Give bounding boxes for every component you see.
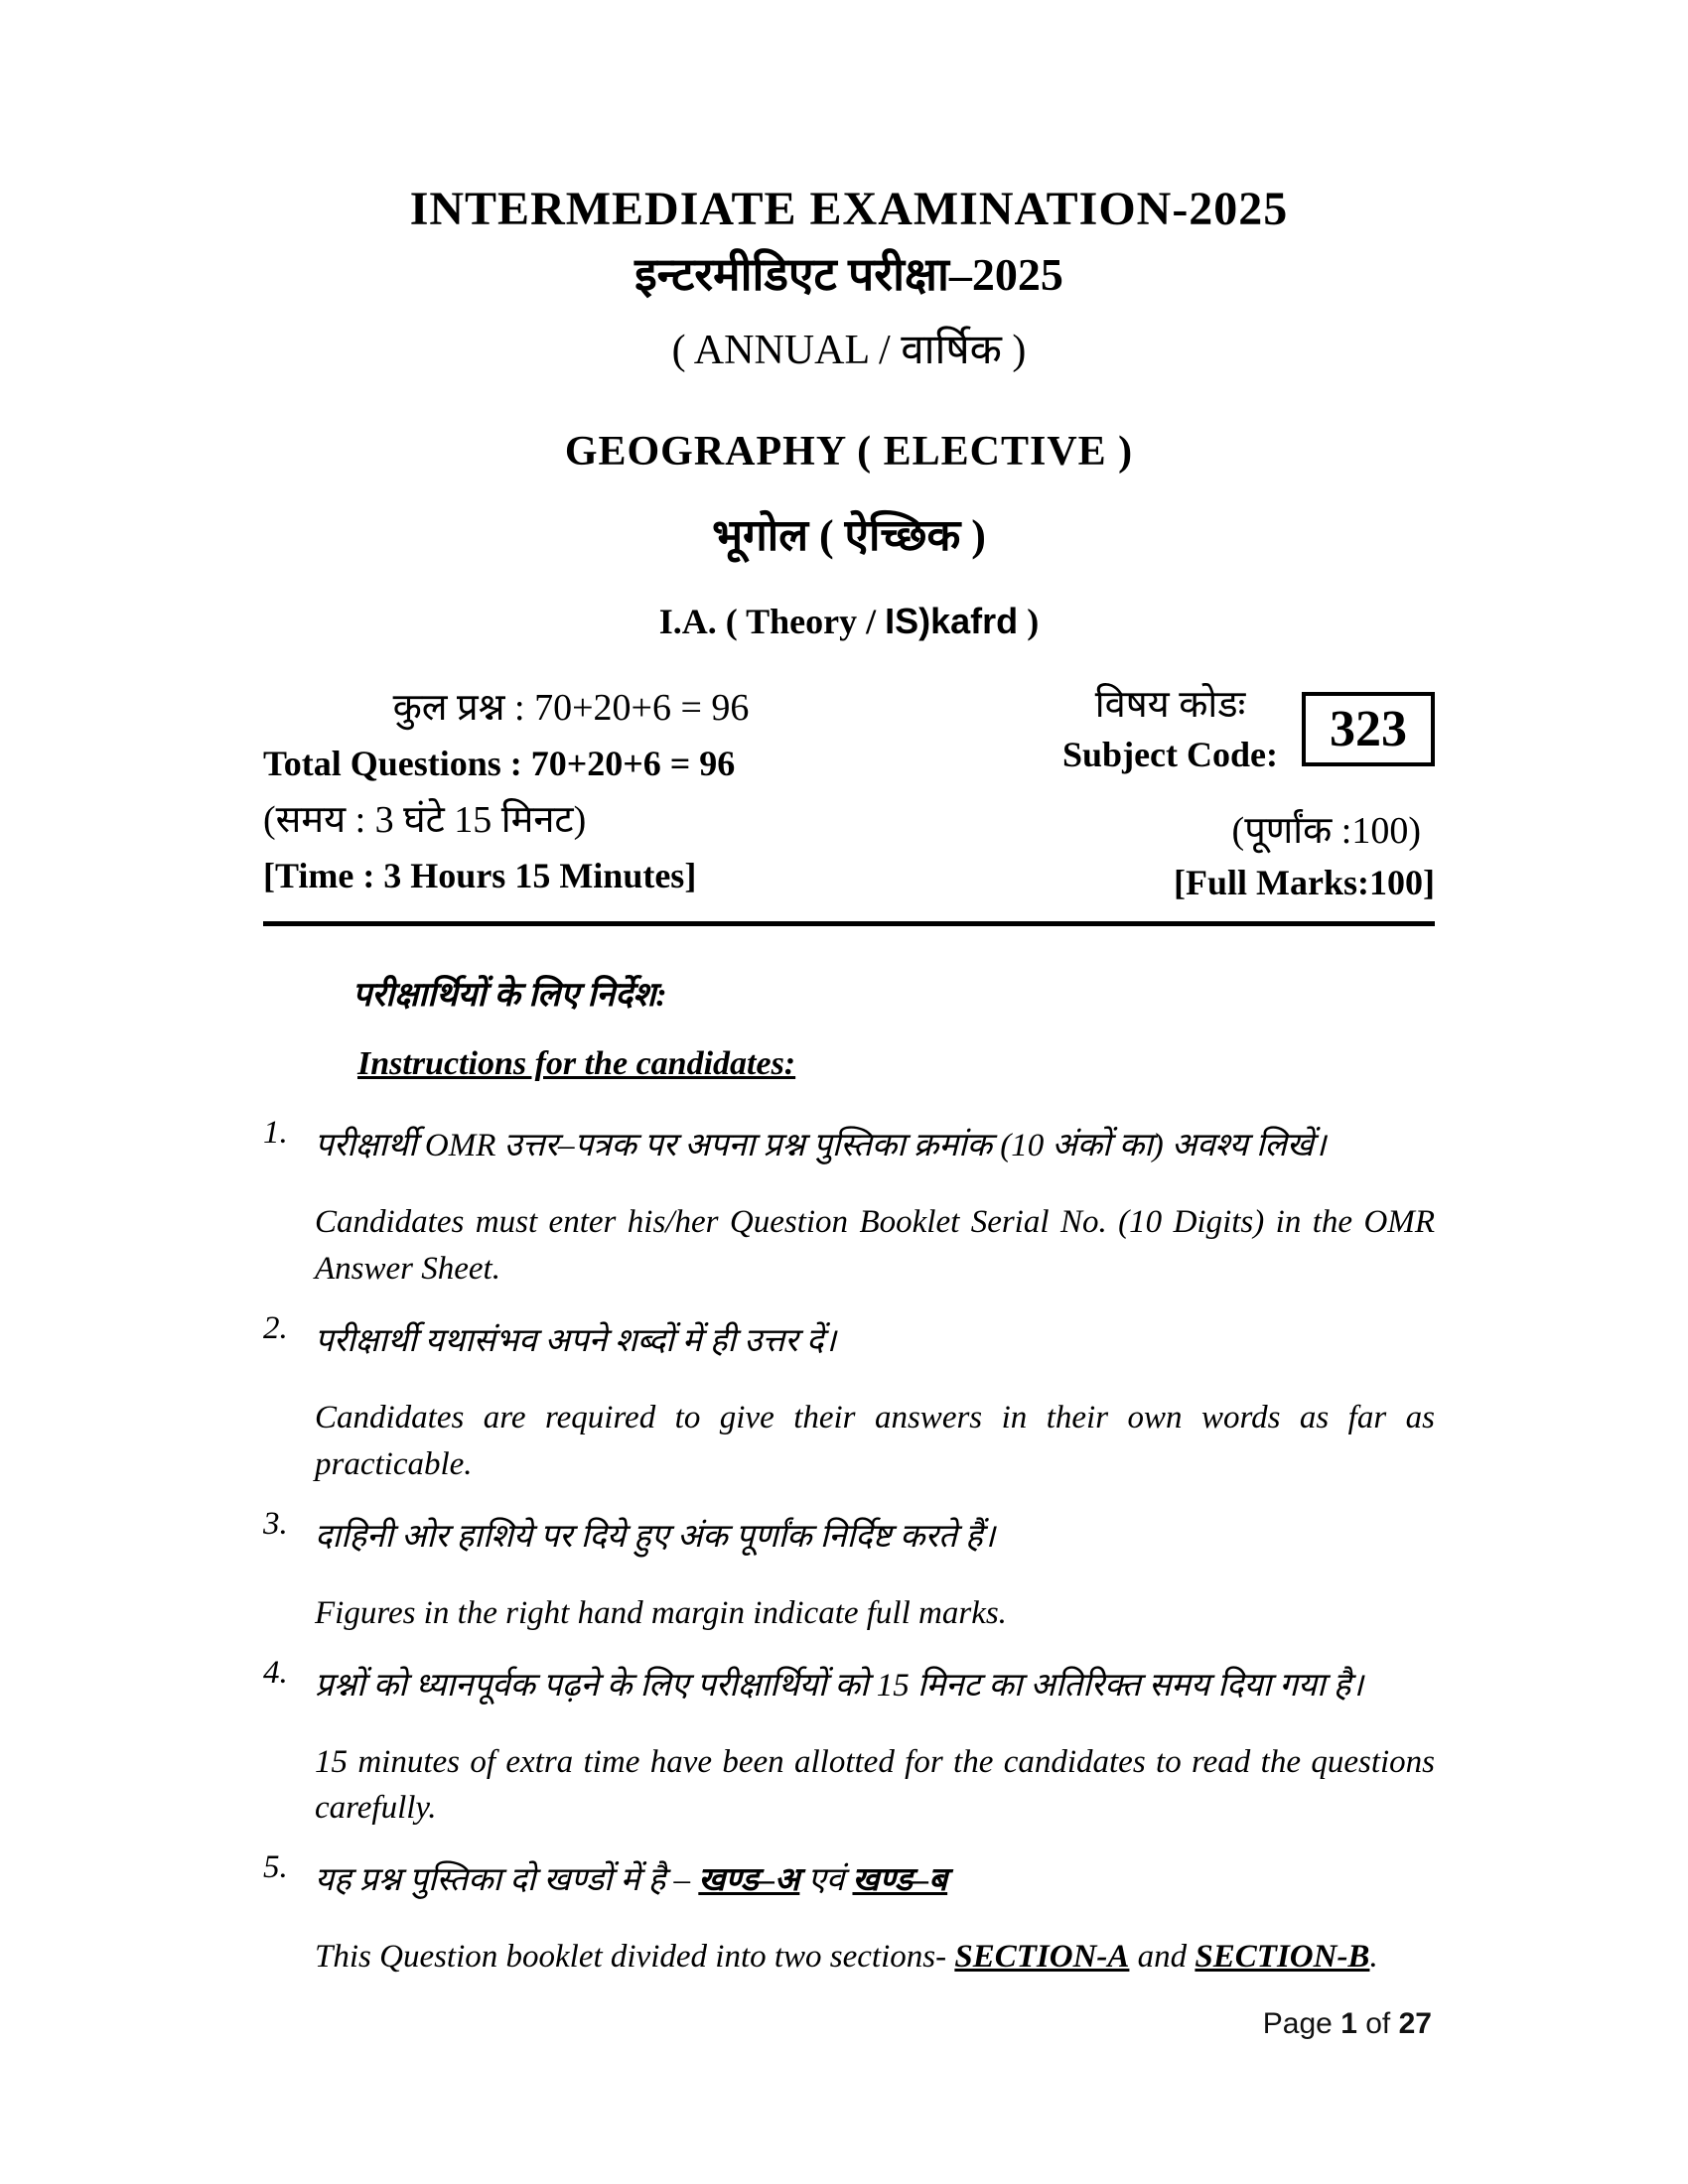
instruction-number: 1. (263, 1115, 288, 1152)
subject-code-label-english: Subject Code: (1062, 735, 1278, 775)
instruction-item-5 (263, 1845, 1435, 1980)
instruction-number: 3. (263, 1505, 288, 1542)
instructions-list (263, 1111, 1435, 1980)
section-note-hindi-mid: एवं (799, 1862, 853, 1899)
section-note-hindi-prefix: यह प्रश्न पुस्तिका दो खण्डों में है – (315, 1862, 699, 1899)
instruction-body (315, 1502, 1435, 1637)
section-note-english-suffix: . (1369, 1939, 1378, 1976)
section-note-english-prefix: This Question booklet divided into two sections- (315, 1939, 955, 1976)
instruction-text-hindi: दाहिनी ओर हाशिये पर दिये हुए अंक पूर्णांक निर्दिष्ट करते हैं। (315, 1518, 996, 1555)
section-a-hindi: खण्ड–अ (698, 1862, 800, 1899)
time-hindi: (समय : 3 घंटे 15 मिनट) (263, 798, 587, 841)
instruction-number: 5. (263, 1849, 288, 1886)
instruction-text-english: 15 minutes of extra time have been allotted for the candidates to read the questions carefully. (315, 1743, 1435, 1827)
section-b-hindi: खण्ड–ब (852, 1862, 948, 1899)
instructions-heading-hindi: परीक्षार्थियों के लिए निर्देश: (352, 977, 667, 1015)
total-questions-english: Total Questions : 70+20+6 = 96 (263, 744, 736, 783)
paper-type-line (263, 601, 1435, 642)
exam-title-english: INTERMEDIATE EXAMINATION-2025 (409, 183, 1289, 235)
header-divider (263, 921, 1435, 926)
instruction-number: 2. (263, 1310, 288, 1347)
page-footer (1263, 2007, 1432, 2041)
instruction-text-hindi (315, 1845, 1435, 1916)
annual-line: ( ANNUAL / वार्षिक ) (671, 328, 1027, 373)
instruction-body (315, 1111, 1435, 1293)
section-note-english-mid: and (1129, 1939, 1196, 1976)
total-questions-hindi: कुल प्रश्न : 70+20+6 = 96 (392, 687, 750, 729)
paper-type-part1: I.A. ( Theory / (658, 602, 886, 641)
instruction-text-hindi: परीक्षार्थी यथासंभव अपने शब्दों में ही उत्तर दें। (315, 1323, 836, 1360)
exam-title-hindi: इन्टरमीडिएट परीक्षा–2025 (634, 249, 1063, 300)
instruction-body (315, 1306, 1435, 1488)
instruction-number: 4. (263, 1654, 288, 1691)
paper-type-part2: IS)kafrd (885, 601, 1019, 641)
subject-code-box: 323 (1302, 692, 1435, 766)
code-marks-block (968, 680, 1435, 907)
questions-time-block (263, 680, 879, 904)
instruction-item-2 (263, 1306, 1435, 1488)
instruction-item-4 (263, 1651, 1435, 1833)
subject-code-label-hindi: विषय कोडः (1094, 684, 1246, 726)
full-marks-english: [Full Marks:100] (1174, 863, 1435, 903)
instruction-text-hindi: प्रश्नों को ध्यानपूर्वक पढ़ने के लिए परीक्षार्थियों को 15 मिनट का अतिरिक्त समय दिया गया है। (315, 1667, 1363, 1704)
total-pages: 27 (1398, 2007, 1432, 2040)
exam-info-block (263, 680, 1435, 907)
time-english: [Time : 3 Hours 15 Minutes] (263, 855, 697, 895)
instruction-item-1 (263, 1111, 1435, 1293)
instruction-body (315, 1651, 1435, 1833)
paper-type-part3: ) (1018, 602, 1040, 641)
section-a-english: SECTION-A (954, 1939, 1130, 1976)
instruction-item-3 (263, 1502, 1435, 1637)
full-marks-hindi: (पूर्णांक :100) (1231, 809, 1421, 852)
subject-title-english: GEOGRAPHY ( ELECTIVE ) (564, 429, 1134, 475)
instruction-text-hindi: परीक्षार्थी OMR उत्तर–पत्रक पर अपना प्रश्न पुस्तिका क्रमांक (10 अंकों का) अवश्य लिखें। (315, 1128, 1327, 1164)
of-label: of (1365, 2007, 1391, 2040)
section-b-english: SECTION-B (1195, 1939, 1370, 1976)
instruction-text-english: Candidates are required to give their answers in their own words as far as practicable. (315, 1400, 1435, 1482)
page-label: Page (1262, 2007, 1333, 2040)
instruction-text-english (315, 1934, 1435, 1980)
instruction-text-english: Candidates must enter his/her Question Booklet Serial No. (10 Digits) in the OMR Answer Sheet. (315, 1204, 1435, 1288)
subject-title-hindi: भूगोल ( ऐच्छिक ) (712, 511, 986, 560)
instructions-heading-english: Instructions for the candidates: (357, 1045, 796, 1083)
page-number: 1 (1340, 2007, 1357, 2040)
subject-code-row (968, 680, 1435, 779)
instruction-body (315, 1845, 1435, 1980)
subject-code-labels (1062, 680, 1278, 779)
instruction-text-english: Figures in the right hand margin indicate full marks. (315, 1594, 1007, 1631)
page-content (263, 0, 1435, 1994)
